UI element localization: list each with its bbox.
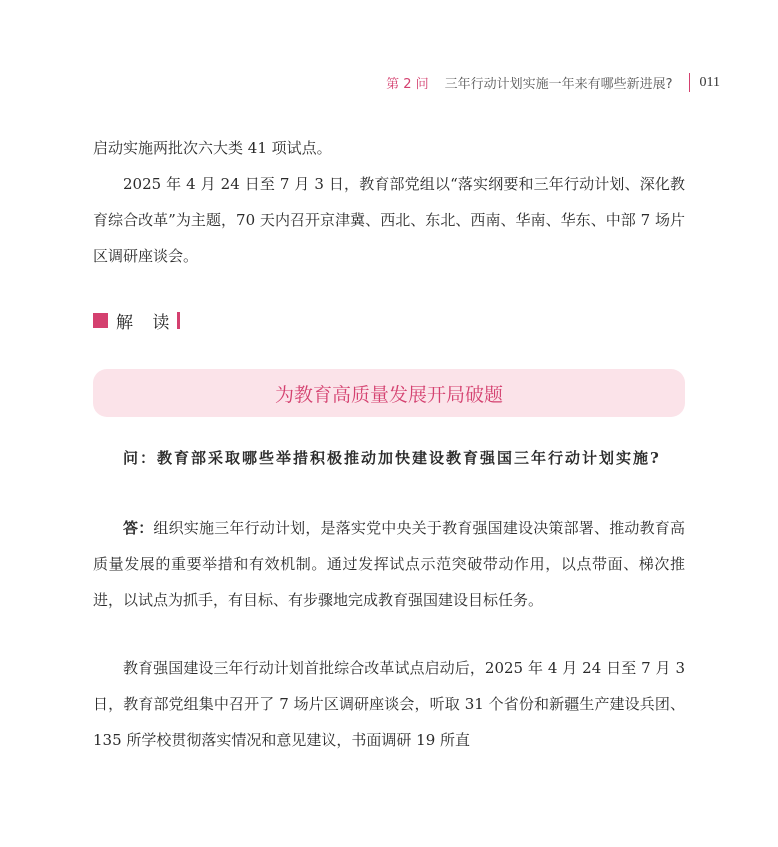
answer-label: 答： [123, 519, 154, 537]
section-heading [93, 308, 180, 333]
header-question-number: 第 2 问 [386, 77, 429, 92]
section-heading-bar [177, 312, 180, 329]
square-marker-icon [93, 313, 108, 328]
answer-paragraph [93, 510, 685, 618]
section-heading-label: 解 读 [116, 313, 177, 333]
body-paragraph-2: 2025 年 4 月 24 日至 7 月 3 日，教育部党组以“落实纲要和三年行动计划、深化教育综合改革”为主题，70 天内召开京津冀、西北、东北、西南、华南、华东、中部 7 场片区调研座谈会。 [93, 175, 685, 265]
answer-text: 组织实施三年行动计划，是落实党中央关于教育强国建设决策部署、推动教育高质量发展的重要举措和有效机制。通过发挥试点示范突破带动作用，以点带面、梯次推进，以试点为抓手，有目标、有步骤地完成教育强国建设目标任务。 [93, 519, 685, 609]
topic-banner-text: 为教育高质量发展开局破题 [274, 383, 503, 406]
header-divider [689, 73, 690, 92]
body-paragraph-1: 启动实施两批次六大类 41 项试点。 [93, 139, 332, 157]
topic-banner [93, 369, 685, 417]
page-number: 011 [699, 74, 720, 90]
running-header [386, 73, 720, 92]
header-chapter-title: 三年行动计划实施一年来有哪些新进展? [444, 77, 673, 92]
question-paragraph: 问：教育部采取哪些举措积极推动加快建设教育强国三年行动计划实施? [123, 449, 661, 467]
body-paragraph-4: 教育强国建设三年行动计划首批综合改革试点启动后，2025 年 4 月 24 日至 7 月 3 日，教育部党组集中召开了 7 场片区调研座谈会，听取 31 个省份和新疆生产建设兵团、135 所学校贯彻落实情况和意见建议，书面调研 19 所直 [93, 659, 685, 749]
